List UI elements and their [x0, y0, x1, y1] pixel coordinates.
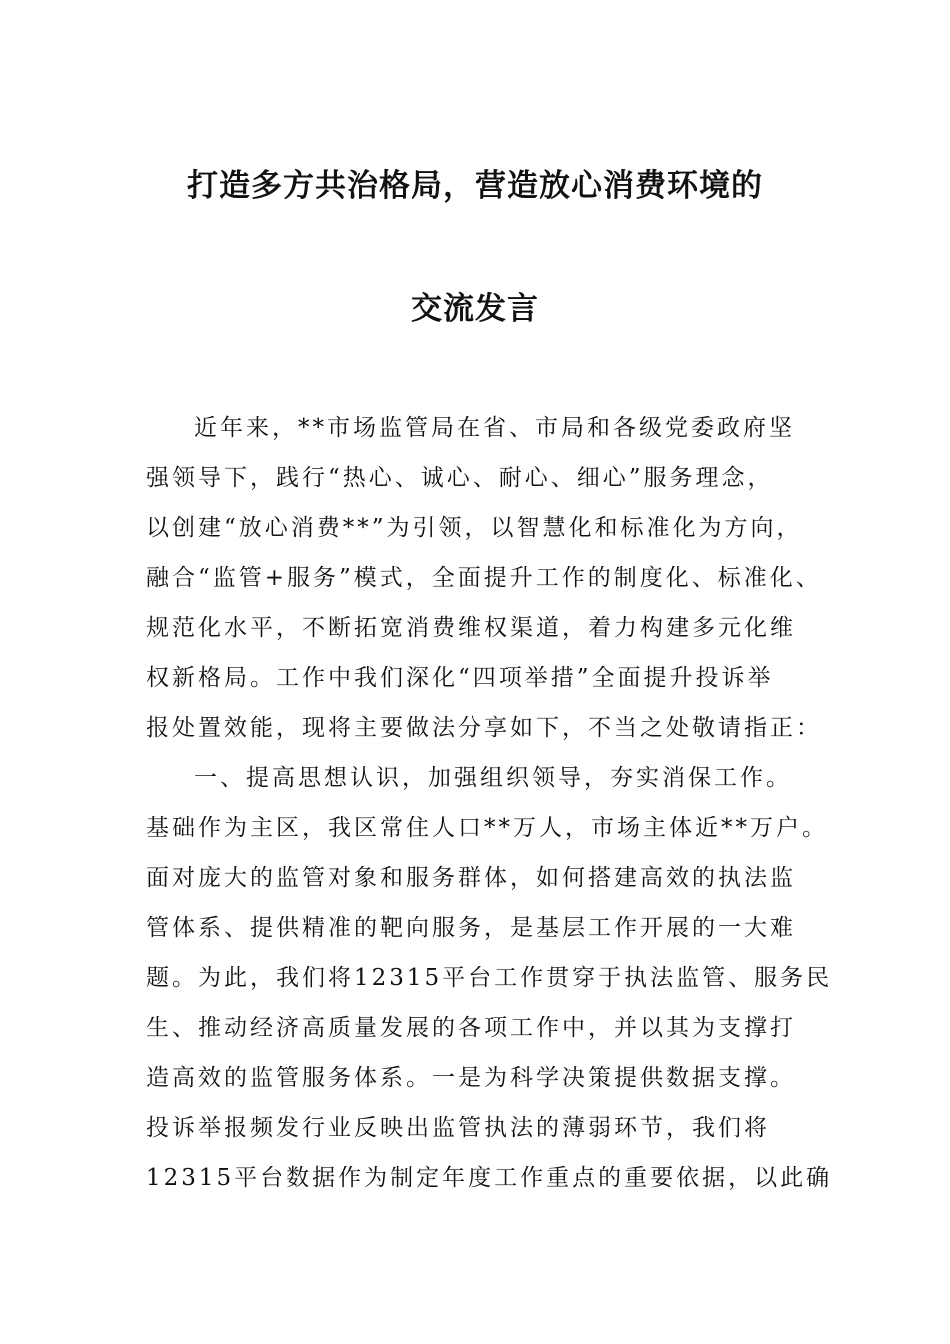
paragraph-line: 生、推动经济高质量发展的各项工作中，并以其为支撑打 — [146, 1015, 796, 1041]
paragraph-line: 造高效的监管服务体系。一是为科学决策提供数据支撑。 — [146, 1065, 796, 1091]
paragraph-line: 面对庞大的监管对象和服务群体，如何搭建高效的执法监 — [146, 865, 796, 891]
paragraph-line: 基础作为主区，我区常住人口**万人，市场主体近**万户。 — [146, 815, 828, 841]
paragraph-line: 以创建“放心消费**”为引领，以智慧化和标准化为方向， — [146, 515, 803, 541]
paragraph-line: 管体系、提供精准的靶向服务，是基层工作开展的一大难 — [146, 915, 796, 941]
paragraph-line: 权新格局。工作中我们深化“四项举措”全面提升投诉举 — [146, 665, 774, 691]
paragraph-line: 近年来，**市场监管局在省、市局和各级党委政府坚 — [194, 415, 795, 441]
paragraph-line: 报处置效能，现将主要做法分享如下，不当之处敬请指正： — [146, 715, 822, 741]
document-title-line-2: 交流发言 — [411, 291, 539, 327]
paragraph-line: 规范化水平，不断拓宽消费维权渠道，着力构建多元化维 — [146, 615, 796, 641]
document-title-line-1: 打造多方共治格局，营造放心消费环境的 — [187, 168, 763, 204]
paragraph-line: 强领导下，践行“热心、诚心、耐心、细心”服务理念， — [146, 465, 774, 491]
paragraph-line: 融合“监管+服务”模式，全面提升工作的制度化、标准化、 — [146, 565, 822, 591]
paragraph-line: 题。为此，我们将12315平台工作贯穿于执法监管、服务民 — [146, 965, 833, 991]
section-heading-line: 一、提高思想认识，加强组织领导，夯实消保工作。 — [194, 765, 792, 791]
paragraph-line: 投诉举报频发行业反映出监管执法的薄弱环节，我们将 — [146, 1115, 770, 1141]
paragraph-line: 12315平台数据作为制定年度工作重点的重要依据，以此确 — [146, 1165, 833, 1191]
